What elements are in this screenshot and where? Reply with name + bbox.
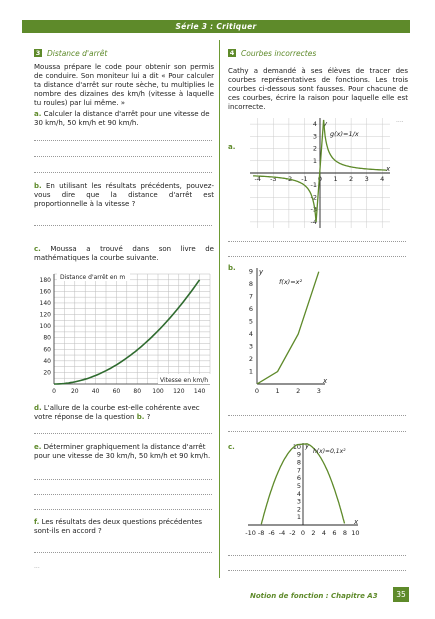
question-b xyxy=(34,182,214,209)
y-tick-label: 4 xyxy=(248,330,253,339)
y-tick-label: 120 xyxy=(39,311,51,319)
answer-line[interactable] xyxy=(34,140,212,141)
answer-line[interactable] xyxy=(34,552,212,553)
y-tick-label: 40 xyxy=(43,357,51,365)
answer-line[interactable] xyxy=(34,433,212,434)
y-tick-label: 1 xyxy=(296,513,301,522)
graph-b xyxy=(245,262,330,398)
question-end: ? xyxy=(146,413,151,421)
y-tick-label: 60 xyxy=(43,346,51,354)
y-axis-label: y xyxy=(259,268,264,276)
x-tick-label: 0 xyxy=(317,175,323,183)
x-tick-label: 2 xyxy=(296,387,301,395)
page-header-title: Série 3 : Critiquer xyxy=(175,22,257,31)
page-number: 35 xyxy=(393,587,409,602)
question-text: Moussa a trouvé dans son livre de mathématiques la courbe suivante. xyxy=(34,245,214,262)
y-tick-label: 140 xyxy=(39,299,51,307)
y-tick-label: 80 xyxy=(43,334,51,342)
question-letter: a. xyxy=(34,110,42,118)
question-f xyxy=(34,518,214,536)
x-tick-label: -3 xyxy=(270,175,277,183)
y-tick-label: 180 xyxy=(39,276,51,284)
section-title: Distance d'arrêt xyxy=(47,49,108,58)
y-tick-label: 4 xyxy=(312,120,317,129)
y-tick-label: 8 xyxy=(248,280,253,289)
x-tick-label: 2 xyxy=(349,175,354,183)
y-tick-label: 10 xyxy=(292,442,301,451)
y-tick-label: 3 xyxy=(296,497,301,506)
curve-label: g(x)=1/x xyxy=(330,130,359,138)
x-tick-label: 6 xyxy=(332,529,337,537)
x-tick-label: 20 xyxy=(70,388,79,395)
y-tick-label: 2 xyxy=(296,505,301,514)
section-title: Courbes incorrectes xyxy=(241,49,317,58)
y-tick-label: 1 xyxy=(312,156,317,165)
y-axis-label: y xyxy=(305,442,310,450)
x-tick-label: -10 xyxy=(245,529,256,537)
curve-polyline xyxy=(257,272,319,384)
y-tick-label: 4 xyxy=(296,489,301,498)
x-tick-label: 80 xyxy=(133,388,142,395)
x-tick-label: 0 xyxy=(52,388,56,395)
y-tick-label: 5 xyxy=(248,317,253,326)
y-tick-label: 1 xyxy=(248,367,253,376)
section-number-badge: 4 xyxy=(229,49,235,57)
question-c xyxy=(34,245,214,263)
y-tick-label: -4 xyxy=(310,217,317,226)
answer-line[interactable] xyxy=(34,225,212,226)
x-tick-label: 40 xyxy=(91,388,100,395)
question-text: Déterminer graphiquement la distance d'arrêt pour une vitesse de 30 km/h, 50 km/h et 90 km/h. xyxy=(34,443,211,460)
y-tick-label: -1 xyxy=(310,181,317,190)
exercise-intro: Cathy a demandé à ses élèves de tracer des courbes représentatives de fonctions. Les trois courbes ci-dessous sont fausses. Pour chacune de ces courbes, écrire la raison pour laquelle elle est incorrecte. xyxy=(228,67,408,111)
y-tick-label: 9 xyxy=(248,267,253,276)
y-axis-label: y xyxy=(323,120,328,128)
y-tick-label: 20 xyxy=(43,369,51,377)
question-e xyxy=(34,443,214,461)
question-letter: f. xyxy=(34,518,40,526)
curve-label: f(x)=x² xyxy=(279,278,303,286)
y-tick-label: 160 xyxy=(39,288,51,296)
y-tick-label: 100 xyxy=(39,323,51,331)
x-tick-label: 2 xyxy=(311,529,316,537)
y-tick-label: 6 xyxy=(296,474,301,483)
x-tick-label: 60 xyxy=(112,388,121,395)
x-tick-label: 10 xyxy=(351,529,360,537)
dots-end: .... xyxy=(396,117,404,124)
y-tick-label: 9 xyxy=(296,450,301,459)
y-tick-label: 6 xyxy=(248,305,253,314)
question-letter: e. xyxy=(34,443,42,451)
x-tick-label: 4 xyxy=(380,175,385,183)
answer-line[interactable] xyxy=(34,509,212,510)
x-tick-label: 100 xyxy=(152,388,164,395)
x-tick-label: -2 xyxy=(285,175,293,183)
x-tick-label: 4 xyxy=(321,529,327,537)
x-tick-label: 120 xyxy=(173,388,185,395)
answer-line[interactable] xyxy=(34,156,212,157)
dots-end: ... xyxy=(34,563,40,570)
chart-grid xyxy=(54,274,210,384)
x-tick-label: -8 xyxy=(257,529,265,537)
x-tick-label: -1 xyxy=(301,175,308,183)
graph-tick-labels xyxy=(245,442,359,537)
answer-line[interactable] xyxy=(34,172,212,173)
x-axis-label: x xyxy=(386,165,391,173)
question-letter: b. xyxy=(34,182,42,190)
x-tick-label: -4 xyxy=(278,529,286,537)
y-tick-label: 5 xyxy=(296,481,301,490)
question-a xyxy=(34,110,214,128)
answer-line[interactable] xyxy=(228,431,406,432)
x-axis-label: x xyxy=(323,377,328,385)
y-tick-label: 3 xyxy=(312,132,317,141)
answer-line[interactable] xyxy=(228,555,406,556)
x-tick-label: 1 xyxy=(333,175,338,183)
x-tick-label: 8 xyxy=(342,529,347,537)
question-text: Les résultats des deux questions précédentes sont-ils en accord ? xyxy=(34,518,203,535)
chart-xlabel: Vitesse en km/h xyxy=(160,377,209,384)
column-divider xyxy=(219,40,220,578)
x-tick-label: 0 xyxy=(254,387,260,395)
exercise-intro: Moussa prépare le code pour obtenir son permis de conduire. Son moniteur lui a dit « Pour calculer ta distance d'arrêt sur route sèche, tu multiplies le nombre des dizaines des km/h (vitesse à laquelle tu roules) par lui même. » xyxy=(34,63,214,107)
x-tick-label: -2 xyxy=(289,529,296,537)
x-tick-label: -6 xyxy=(268,529,275,537)
graph-label-a: a. xyxy=(228,143,236,151)
answer-line[interactable] xyxy=(34,479,212,480)
y-tick-label: 3 xyxy=(248,342,253,351)
question-letter: c. xyxy=(34,245,41,253)
curve-label: h(x)=0,1x² xyxy=(313,448,346,455)
question-text: En utilisant les résultats précédents, pouvez-vous dire que la distance d'arrêt est proportionnelle à la vitesse ? xyxy=(34,182,215,208)
x-axis-label: x xyxy=(354,518,359,526)
x-tick-label: 3 xyxy=(316,387,321,395)
answer-line[interactable] xyxy=(228,570,406,571)
y-tick-label: 7 xyxy=(248,292,253,301)
x-tick-label: 3 xyxy=(364,175,369,183)
graph-c xyxy=(240,437,365,544)
question-ref: b. xyxy=(136,413,145,421)
answer-line[interactable] xyxy=(228,415,406,416)
chart-ylabel: Distance d'arrêt en m xyxy=(60,274,126,281)
graph-tick-labels xyxy=(249,268,328,395)
footer-chapter: Notion de fonction : Chapitre A3 xyxy=(250,592,378,600)
x-tick-label: 140 xyxy=(193,388,206,395)
y-tick-label: 8 xyxy=(296,458,301,467)
y-tick-label: 2 xyxy=(248,355,253,364)
y-tick-label: 2 xyxy=(312,144,317,153)
graph-label-b: b. xyxy=(228,264,236,272)
section-number-badge: 3 xyxy=(35,49,41,57)
curve-branch-right xyxy=(324,120,387,170)
answer-line[interactable] xyxy=(228,256,406,257)
y-tick-label: 7 xyxy=(296,466,301,475)
x-tick-label: 1 xyxy=(275,387,280,395)
answer-line[interactable] xyxy=(228,241,406,242)
question-text: L'allure de la courbe est-elle cohérente avec votre réponse de la question xyxy=(34,404,200,421)
answer-line[interactable] xyxy=(34,494,212,495)
question-letter: d. xyxy=(34,404,42,412)
y-tick-label: -3 xyxy=(310,205,317,214)
distance-chart xyxy=(30,268,216,400)
graph-label-c: c. xyxy=(228,443,235,451)
x-tick-label: -4 xyxy=(254,175,262,183)
question-text: Calculer la distance d'arrêt pour une vitesse de 30 km/h, 50 km/h et 90 km/h. xyxy=(34,110,210,127)
question-d xyxy=(34,404,214,422)
x-tick-label: 0 xyxy=(300,529,306,537)
graph-a xyxy=(240,114,395,232)
y-tick-label: -2 xyxy=(310,193,317,202)
